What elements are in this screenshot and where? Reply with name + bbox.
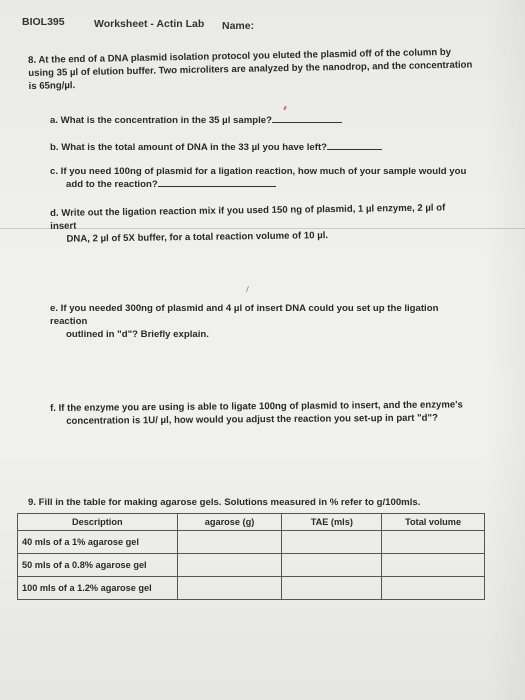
ink-mark	[283, 106, 287, 110]
row-description: 100 mls of a 1.2% agarose gel	[18, 577, 178, 600]
question-8a-text: a. What is the concentration in the 35 µl sample?	[50, 115, 272, 126]
question-8c-line1: c. If you need 100ng of plasmid for a ligation reaction, how much of your sample would you	[50, 166, 467, 177]
column-header-agarose: agarose (g)	[177, 514, 282, 531]
row-description: 50 mls of a 0.8% agarose gel	[18, 554, 178, 577]
question-8-intro: 8. At the end of a DNA plasmid isolation protocol you eluted the plasmid off of the column by using 35 µl of elution buffer. Two microliters are analyzed by the nanodrop, and the concentration is 65ng/µl.	[28, 46, 473, 92]
agarose-cell[interactable]	[177, 554, 282, 577]
agarose-cell[interactable]	[177, 531, 282, 554]
question-8c-line2-wrap	[50, 178, 470, 191]
column-header-tae: TAE (mls)	[282, 514, 382, 531]
tae-cell[interactable]	[282, 531, 382, 554]
question-8a	[50, 114, 470, 127]
question-8d-line2: DNA, 2 µl of 5X buffer, for a total reaction volume of 10 µl.	[66, 230, 329, 245]
question-8e-line2: outlined in "d"? Briefly explain.	[66, 329, 209, 340]
question-8d	[50, 201, 471, 246]
total-volume-cell[interactable]	[382, 531, 485, 554]
question-8b-text: b. What is the total amount of DNA in the 33 µl you have left?	[50, 142, 328, 153]
page-shadow	[485, 0, 525, 700]
table-row	[18, 531, 485, 554]
question-8f-line2: concentration is 1U/ µl, how would you adjust the reaction you set-up in part "d"?	[66, 412, 438, 427]
pencil-mark	[246, 286, 249, 292]
question-9-prompt: 9. Fill in the table for making agarose gels. Solutions measured in % refer to g/100mls.	[28, 497, 421, 508]
tae-cell[interactable]	[282, 577, 382, 600]
answer-blank-8b[interactable]	[327, 141, 382, 150]
column-header-total-volume: Total volume	[382, 514, 485, 531]
total-volume-cell[interactable]	[382, 577, 485, 600]
table-row	[18, 554, 485, 577]
name-label: Name:	[222, 20, 255, 32]
column-header-description: Description	[18, 514, 178, 531]
course-code: BIOL395	[22, 16, 65, 28]
question-8d-line1: d. Write out the ligation reaction mix if you used 150 ng of plasmid, 1 µl enzyme, 2 µl of insert	[50, 202, 446, 232]
question-8e	[50, 302, 470, 341]
tae-cell[interactable]	[282, 554, 382, 577]
worksheet-title: Worksheet - Actin Lab	[94, 18, 205, 30]
total-volume-cell[interactable]	[382, 554, 485, 577]
table-row	[18, 577, 485, 600]
agarose-cell[interactable]	[177, 577, 282, 600]
answer-blank-8a[interactable]	[272, 114, 342, 123]
table-header-row	[18, 514, 485, 531]
agarose-gel-table	[17, 513, 485, 600]
question-8c-line2: add to the reaction?	[66, 179, 158, 190]
question-8f-line1: f. If the enzyme you are using is able to ligate 100ng of plasmid to insert, and the enzyme's	[50, 399, 463, 414]
question-8c	[50, 165, 470, 191]
question-8f	[50, 398, 470, 428]
question-8b	[50, 141, 470, 154]
row-description: 40 mls of a 1% agarose gel	[18, 531, 178, 554]
question-8e-line1: e. If you needed 300ng of plasmid and 4 µl of insert DNA could you set up the ligation reaction	[50, 303, 439, 327]
answer-blank-8c[interactable]	[158, 178, 276, 187]
